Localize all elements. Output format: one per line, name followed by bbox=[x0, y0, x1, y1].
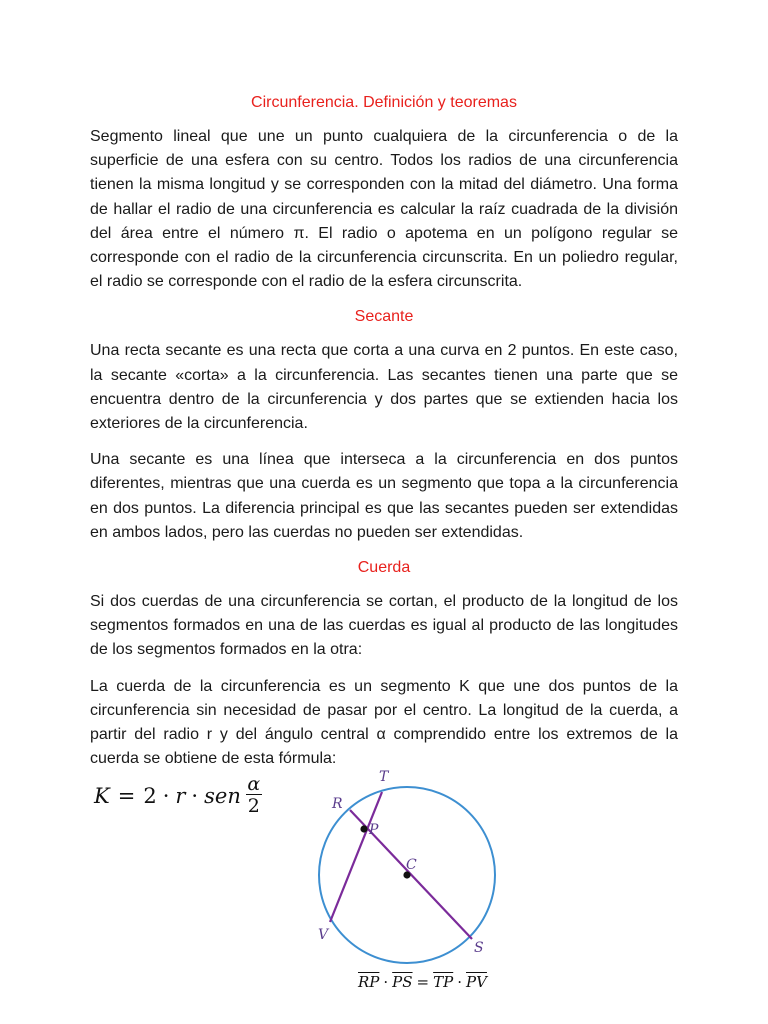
paragraph-secante-2: Una secante es una línea que interseca a la circunferencia en dos puntos diferentes, mientras que una cuerda es un segmento que topa a la circunferencia en dos puntos. La diferencia principal es que las secantes pueden ser extendidas en ambos lados, pero las cuerdas no pueden ser extendidas. bbox=[90, 451, 678, 541]
segment-ps: $\overline{PS}$ bbox=[392, 973, 413, 991]
paragraph-secante-1: Una recta secante es una recta que corta a una curva en 2 puntos. En este caso, la secante «corta» a la circunferencia. Las secantes tienen una parte que se encuentra dentro de la circunferencia y dos partes que se extienden hacia los exteriores de la circunferencia. bbox=[90, 342, 678, 433]
formula-fraction bbox=[246, 774, 262, 817]
segment-rp: $\overline{RP}$ bbox=[358, 973, 380, 991]
section-title-secante: Secante bbox=[354, 308, 414, 326]
label-p: P bbox=[369, 822, 379, 838]
formula-k: K bbox=[94, 783, 110, 808]
formula-dot-2: · bbox=[191, 783, 199, 808]
formula-equals: = bbox=[117, 783, 136, 808]
label-v: V bbox=[318, 927, 329, 943]
chord-length-formula bbox=[94, 774, 262, 817]
section-title-cuerda: Cuerda bbox=[357, 559, 411, 577]
intersecting-chords-diagram bbox=[300, 762, 530, 972]
paragraph-cuerda-2: La cuerda de la circunferencia es un segmento K que une dos puntos de la circunferencia sin necesidad de pasar por el centro. La longitud de la cuerda, a partir del radio r y del ángulo central α comprendido entre los extremos de la cuerda se obtiene de esta fórmula: bbox=[90, 677, 678, 768]
document-body bbox=[90, 92, 678, 783]
section-title-circunferencia: Circunferencia. Definición y teoremas bbox=[251, 94, 517, 111]
formula-two: 2 bbox=[143, 783, 157, 808]
label-s: S bbox=[474, 940, 484, 956]
point-p bbox=[360, 825, 367, 832]
formula-denominator: 2 bbox=[247, 795, 260, 817]
relation-dot-2: · bbox=[457, 973, 463, 991]
formula-dot-1: · bbox=[162, 783, 170, 808]
segment-pv: $\overline{PV}$ bbox=[466, 973, 487, 991]
relation-equals: = bbox=[416, 973, 430, 991]
relation-dot-1: · bbox=[383, 973, 389, 991]
label-t: T bbox=[379, 769, 389, 785]
paragraph-radio: Segmento lineal que une un punto cualquiera de la circunferencia o de la superficie de una esfera con su centro. Todos los radios de una circunferencia tienen la misma longitud y se corresponden con la mitad del diámetro. Una forma de hallar el radio de una circunferencia es calcular la raíz cuadrada de la división del área entre el número π. El radio o apotema en un polígono regular se corresponde con el radio de la circunferencia circunscrita. En un poliedro regular, el radio se corresponde con el radio de la esfera circunscrita. bbox=[90, 128, 678, 291]
label-c: C bbox=[406, 857, 417, 873]
chord-product-relation bbox=[358, 973, 487, 991]
segment-tp: $\overline{TP}$ bbox=[433, 973, 454, 991]
label-r: R bbox=[332, 796, 343, 812]
formula-sen: sen bbox=[204, 783, 241, 808]
formula-r: r bbox=[175, 783, 186, 808]
formula-alpha: α bbox=[247, 773, 261, 795]
paragraph-cuerda-1: Si dos cuerdas de una circunferencia se cortan, el producto de la longitud de los segmentos formados en una de las cuerdas es igual al producto de las longitudes de los segmentos formados en la otra: bbox=[90, 593, 678, 659]
